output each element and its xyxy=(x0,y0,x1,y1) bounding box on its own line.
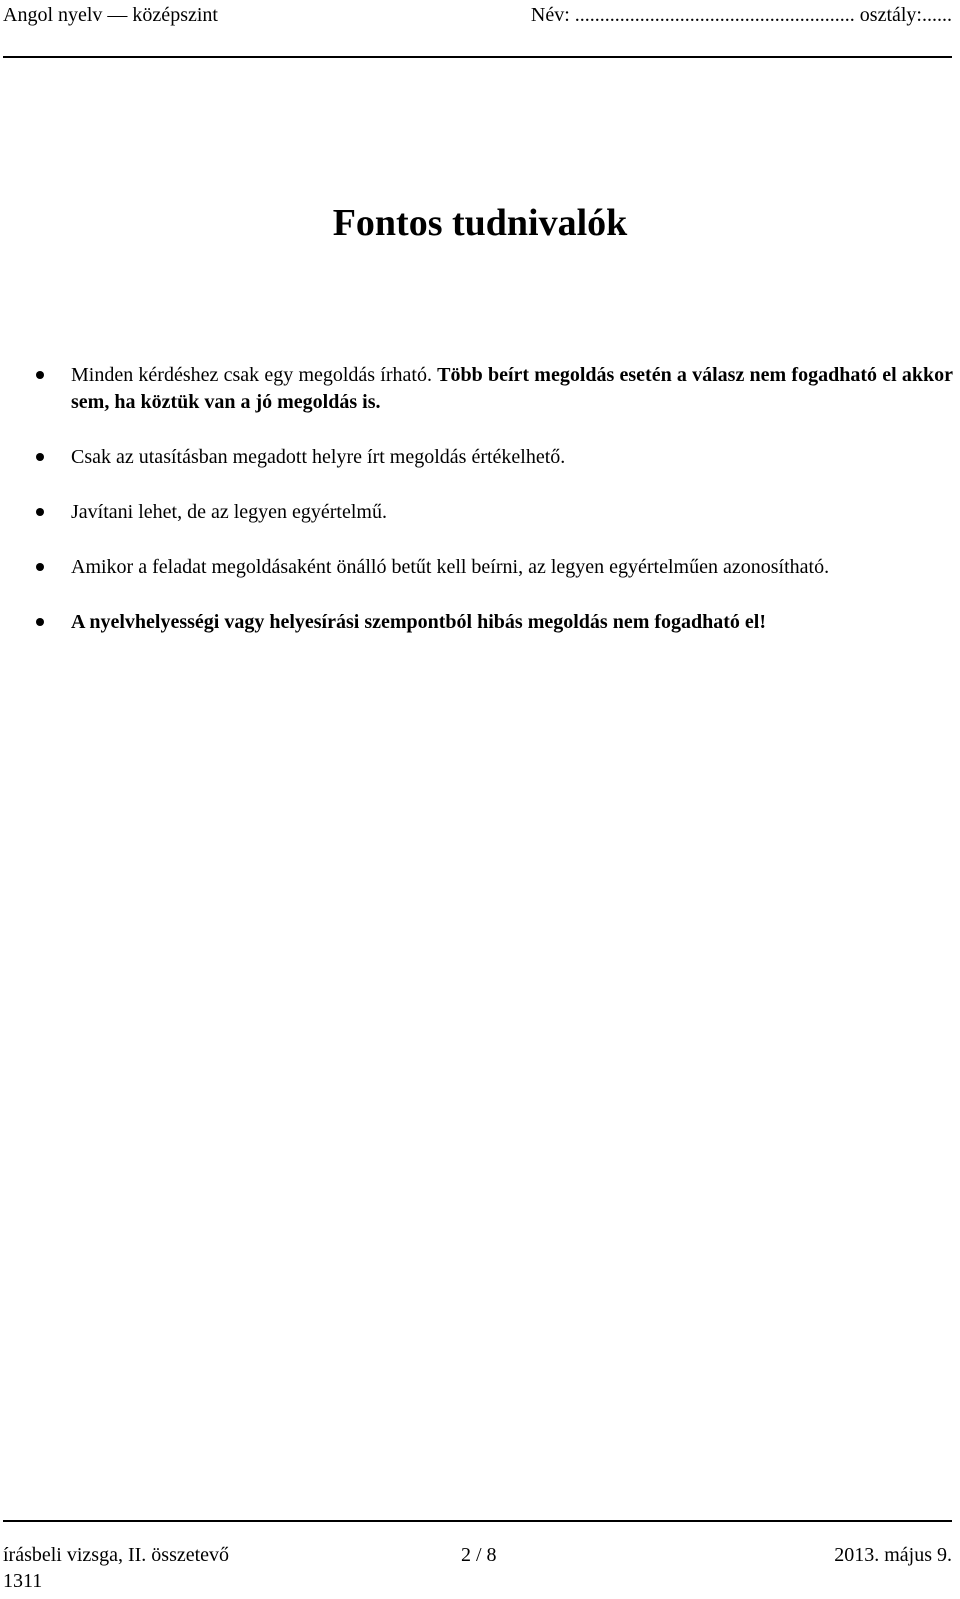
list-item xyxy=(36,554,953,581)
page-header xyxy=(3,0,952,58)
list-item xyxy=(36,362,953,416)
header-name-class-fields: Név: ........................................................ osztály:...... xyxy=(530,4,952,26)
bullet-icon xyxy=(36,618,44,626)
note-text: Javítani lehet, de az legyen egyértelmű. xyxy=(71,501,387,523)
note-text: A nyelvhelyességi vagy helyesírási szempontból hibás megoldás nem fogadható el! xyxy=(71,611,767,633)
note-text: Csak az utasításban megadott helyre írt megoldás értékelhető. xyxy=(71,446,566,468)
footer-code: 1311 xyxy=(3,1570,43,1592)
note-text: Amikor a feladat megoldásaként önálló betűt kell beírni, az legyen egyértelműen azonosítható. xyxy=(71,556,830,578)
footer-date: 2013. május 9. xyxy=(834,1544,952,1566)
bullet-icon xyxy=(36,563,44,571)
note-text: Minden kérdéshez csak egy megoldás írható. xyxy=(71,364,438,386)
footer-exam-part: írásbeli vizsga, II. összetevő xyxy=(3,1544,230,1566)
page-number: 2 / 8 xyxy=(461,1544,497,1566)
list-item xyxy=(36,499,953,526)
note-emphasis: Több beírt megoldás esetén a válasz nem fogadható el akkor sem, ha köztük van a jó megoldás is. xyxy=(71,364,953,413)
page-footer xyxy=(3,1520,952,1599)
list-item xyxy=(36,444,953,471)
bullet-icon xyxy=(36,453,44,461)
list-item xyxy=(36,609,953,636)
header-subject: Angol nyelv — középszint xyxy=(3,4,218,26)
bullet-icon xyxy=(36,508,44,516)
notes-list xyxy=(36,362,953,664)
bullet-icon xyxy=(36,371,44,379)
page-title: Fontos tudnivalók xyxy=(332,202,628,244)
